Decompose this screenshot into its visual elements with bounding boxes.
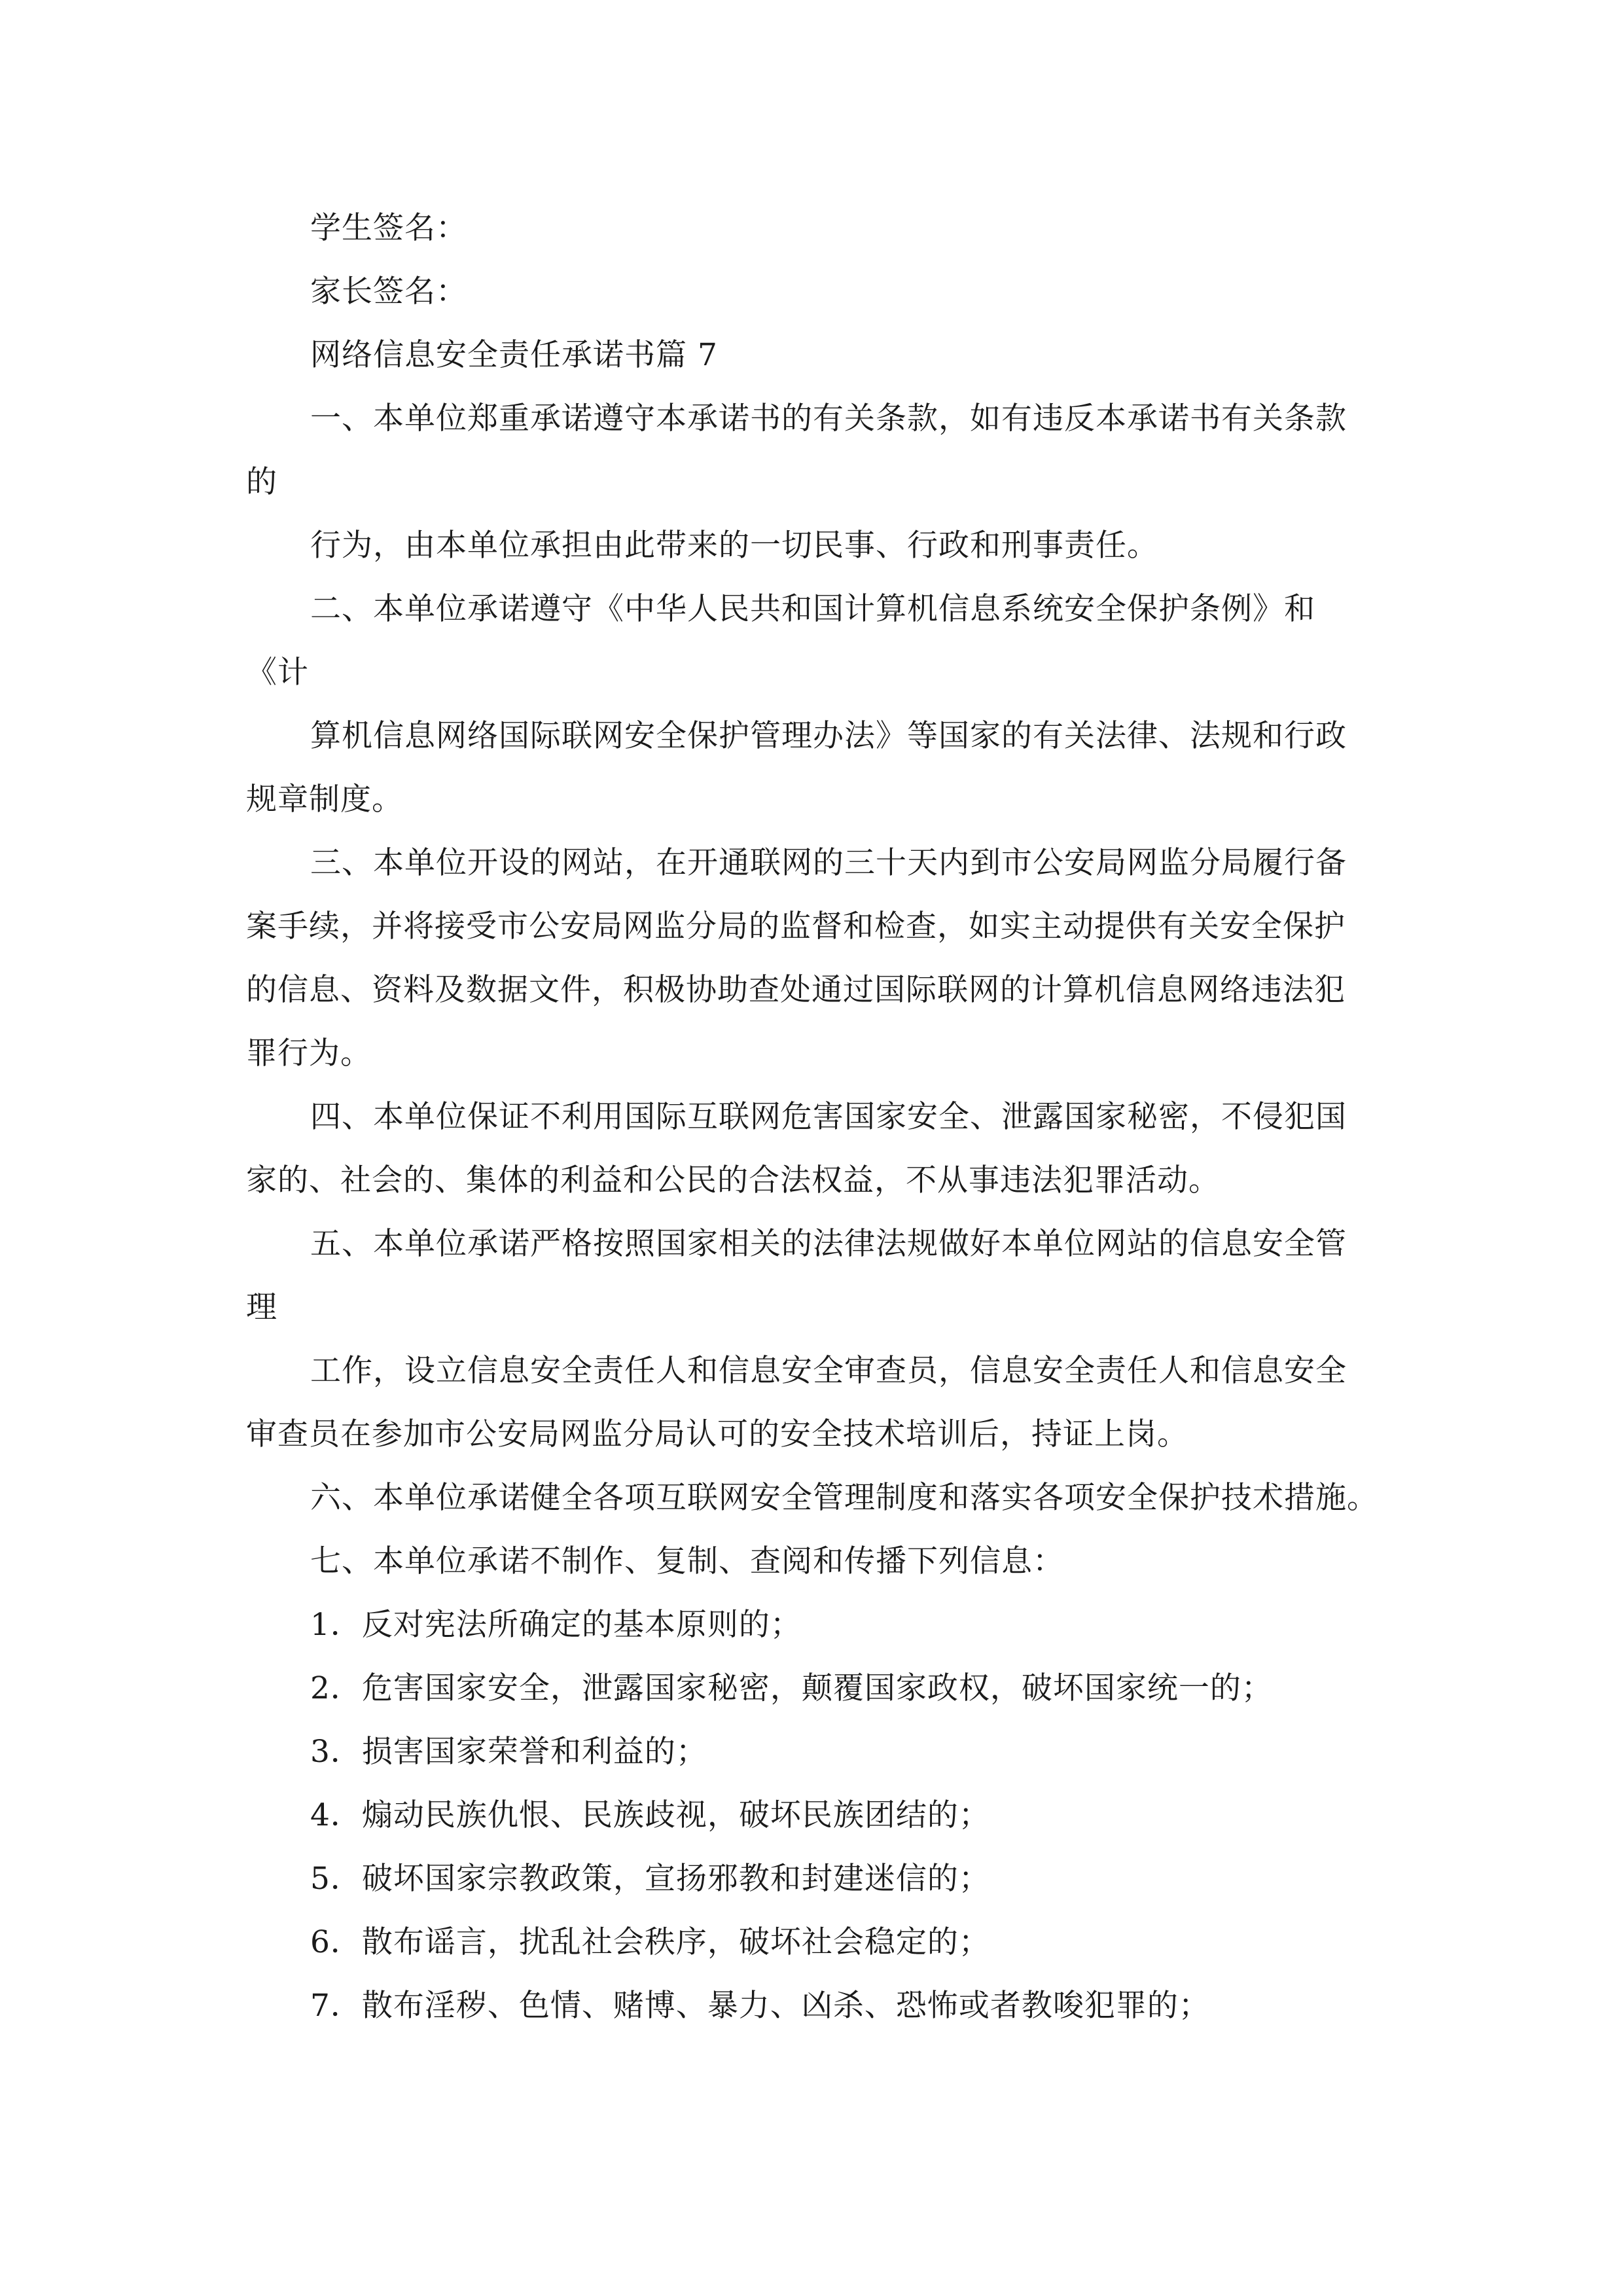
- section-title: 网络信息安全责任承诺书篇 7: [310, 337, 718, 373]
- paragraph-line: 算机信息网络国际联网安全保护管理办法》等国家的有关法律、法规和行政: [310, 718, 1347, 754]
- paragraph-line: 理: [246, 1289, 277, 1325]
- paragraph-line: 的: [246, 464, 277, 500]
- paragraph-line: 罪行为。: [246, 1035, 372, 1071]
- paragraph-line: 七、本单位承诺不制作、复制、查阅和传播下列信息：: [310, 1543, 1064, 1579]
- list-item: 5．破坏国家宗教政策，宣扬邪教和封建迷信的；: [310, 1861, 990, 1897]
- paragraph-line: 家的、社会的、集体的利益和公民的合法权益，不从事违法犯罪活动。: [246, 1162, 1220, 1198]
- paragraph-line: 四、本单位保证不利用国际互联网危害国家安全、泄露国家秘密，不侵犯国: [310, 1099, 1347, 1135]
- student-signature-label: 学生签名：: [310, 210, 467, 246]
- paragraph-line: 五、本单位承诺严格按照国家相关的法律法规做好本单位网站的信息安全管: [310, 1226, 1347, 1262]
- paragraph-line: 审查员在参加市公安局网监分局认可的安全技术培训后，持证上岗。: [246, 1416, 1188, 1452]
- list-item: 4．煽动民族仇恨、民族歧视，破坏民族团结的；: [310, 1797, 990, 1833]
- parent-signature-label: 家长签名：: [310, 274, 467, 310]
- list-item: 3．损害国家荣誉和利益的；: [310, 1734, 707, 1770]
- paragraph-line: 六、本单位承诺健全各项互联网安全管理制度和落实各项安全保护技术措施。: [310, 1480, 1378, 1516]
- list-item: 7．散布淫秽、色情、赌博、暴力、凶杀、恐怖或者教唆犯罪的；: [310, 1988, 1210, 2024]
- paragraph-line: 工作，设立信息安全责任人和信息安全审查员，信息安全责任人和信息安全: [310, 1353, 1347, 1389]
- paragraph-line: 二、本单位承诺遵守《中华人民共和国计算机信息系统安全保护条例》和: [310, 591, 1315, 627]
- paragraph-line: 规章制度。: [246, 781, 403, 817]
- list-item: 6．散布谣言，扰乱社会秩序，破坏社会稳定的；: [310, 1924, 990, 1960]
- paragraph-line: 三、本单位开设的网站，在开通联网的三十天内到市公安局网监分局履行备: [310, 845, 1347, 881]
- paragraph-line: 《计: [246, 655, 309, 691]
- list-item: 2．危害国家安全，泄露国家秘密，颠覆国家政权，破坏国家统一的；: [310, 1670, 1273, 1706]
- paragraph-line: 的信息、资料及数据文件，积极协助查处通过国际联网的计算机信息网络违法犯: [246, 972, 1346, 1008]
- list-item: 1．反对宪法所确定的基本原则的；: [310, 1607, 802, 1643]
- paragraph-line: 案手续，并将接受市公安局网监分局的监督和检查，如实主动提供有关安全保护: [246, 908, 1346, 944]
- paragraph-line: 行为，由本单位承担由此带来的一切民事、行政和刑事责任。: [310, 528, 1158, 564]
- paragraph-line: 一、本单位郑重承诺遵守本承诺书的有关条款，如有违反本承诺书有关条款: [310, 401, 1347, 437]
